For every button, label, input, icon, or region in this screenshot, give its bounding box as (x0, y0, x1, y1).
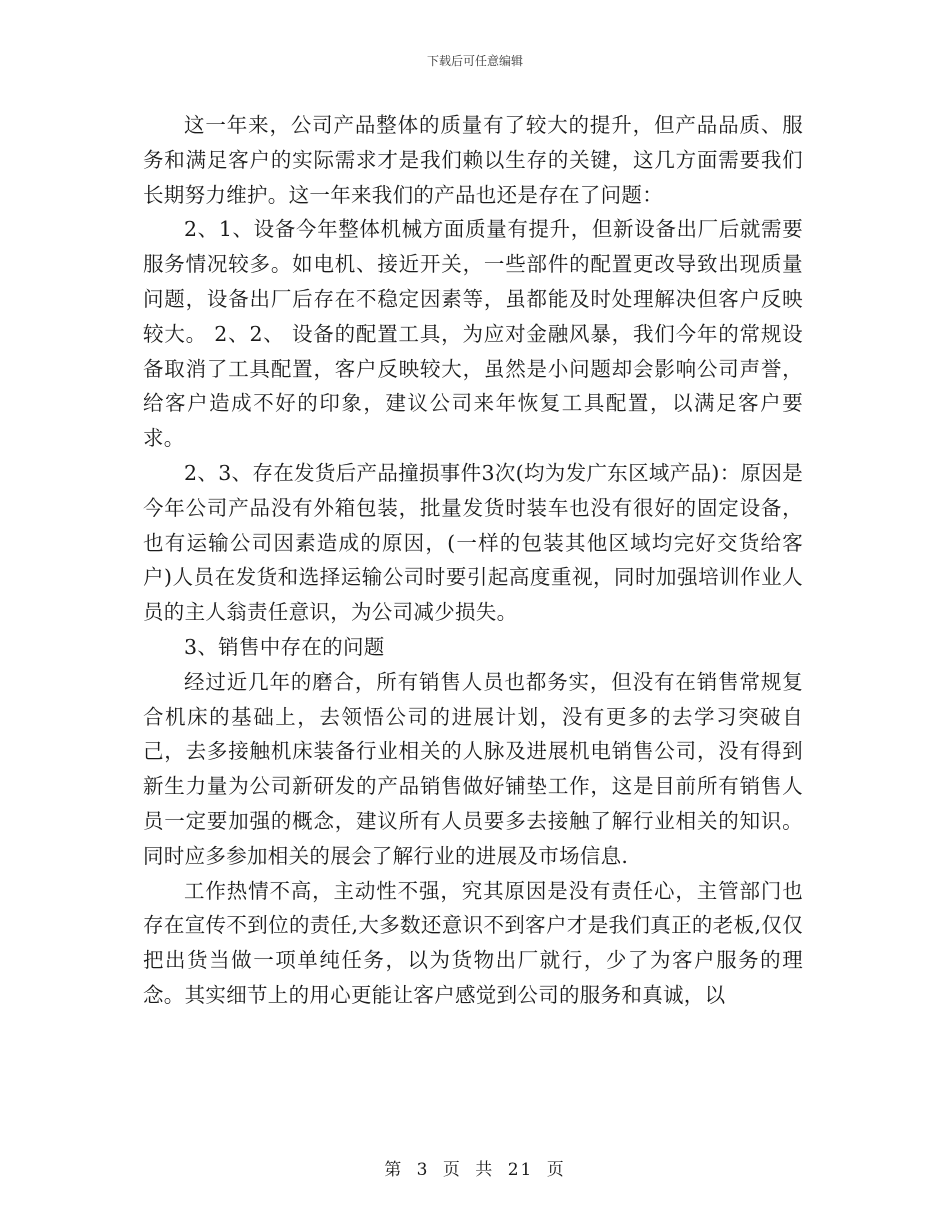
paragraph-2-3: 2、3、存在发货后产品撞损事件3次(均为发广东区域产品)：原因是今年公司产品没有外箱包装，批量发货时装车也没有很好的固定设备，也有运输公司因素造成的原因，(一样的包装其他区域均完好交货给客户)人员在发货和选择运输公司时要引起高度重视，同时加强培训作业人员的主人翁责任意识，为公司减少损失。 (143, 460, 803, 625)
paragraph-intro: 这一年来，公司产品整体的质量有了较大的提升，但产品品质、服务和满足客户的实际需求才是我们赖以生存的关键，这几方面需要我们长期努力维护。这一年来我们的产品也还是存在了问题： (143, 113, 803, 207)
paragraph-work-enthusiasm: 工作热情不高，主动性不强，究其原因是没有责任心，主管部门也存在宣传不到位的责任,大多数还意识不到客户才是我们真正的老板,仅仅把出货当做一项单纯任务，以为货物出厂就行，少了为客户服务的理念。其实细节上的用心更能让客户感觉到公司的服务和真诚，以 (143, 878, 803, 1007)
document-body (143, 108, 803, 1013)
page-header: 下载后可任意编辑 (426, 54, 523, 68)
section-heading-sales-issues: 3、销售中存在的问题 (184, 634, 385, 659)
paragraph-2-1: 2、1、设备今年整体机械方面质量有提升，但新设备出厂后就需要服务情况较多。如电机、接近开关，一些部件的配置更改导致出现质量问题，设备出厂后存在不稳定因素等，虽都能及时处理解决但客户反映较大。 2、2、 设备的配置工具，为应对金融风暴，我们今年的常规设备取消了工具配置，客户反映较大，虽然是小问题却会影响公司声誉，给客户造成不好的印象，建议公司来年恢复工具配置，以满足客户要求。 (143, 217, 803, 451)
paragraph-sales-staff: 经过近几年的磨合，所有销售人员也都务实，但没有在销售常规复合机床的基础上，去领悟公司的进展计划，没有更多的去学习突破自己，去多接触机床装备行业相关的人脉及进展机电销售公司，没有得到新生力量为公司新研发的产品销售做好铺垫工作，这是目前所有销售人员一定要加强的概念，建议所有人员要多去接触了解行业相关的知识。同时应多参加相关的展会了解行业的进展及市场信息. (143, 669, 803, 868)
page-footer: 第 3 页 共 21 页 (384, 1160, 566, 1180)
